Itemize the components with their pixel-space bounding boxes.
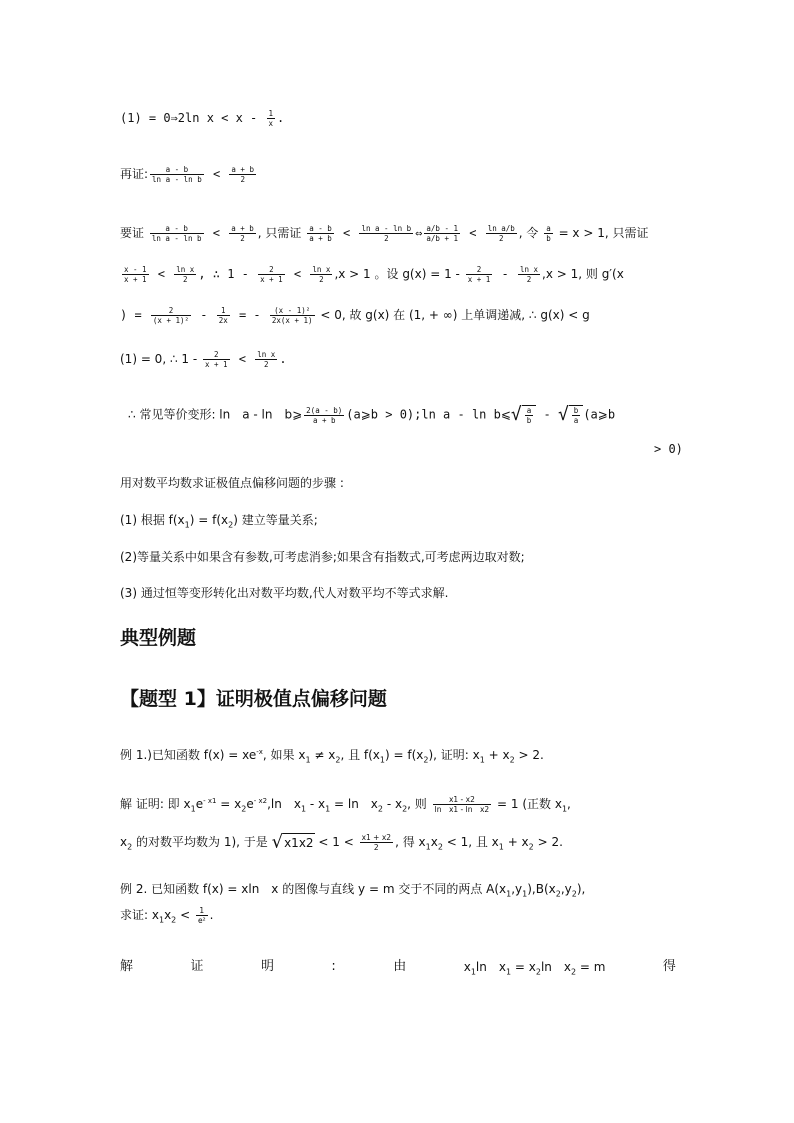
subscript: 1 bbox=[479, 755, 485, 765]
numerator: a + b bbox=[231, 224, 254, 233]
fraction bbox=[525, 406, 534, 425]
text: < bbox=[462, 226, 484, 240]
subscript: 1 bbox=[505, 967, 512, 977]
fraction bbox=[359, 224, 413, 243]
text: < 1 < bbox=[314, 835, 358, 849]
heading-typical-examples: 典型例题 bbox=[120, 627, 197, 649]
text: < 1, 且 x bbox=[442, 835, 499, 849]
numerator: 2 bbox=[203, 350, 230, 360]
denominator: b bbox=[526, 416, 532, 425]
numerator: a/b - 1 bbox=[426, 224, 458, 233]
denominator: a + b bbox=[312, 415, 336, 425]
text: > 2. bbox=[533, 835, 563, 849]
numerator: b bbox=[573, 406, 579, 415]
line-6 bbox=[120, 350, 676, 369]
subscript: 1 bbox=[158, 915, 165, 925]
line-11 bbox=[120, 548, 676, 566]
subscript: 1 bbox=[325, 804, 331, 814]
subscript: 2 bbox=[335, 755, 341, 765]
denominator: x + 1 bbox=[467, 275, 491, 284]
denominator: ln a - ln b bbox=[151, 234, 202, 243]
denominator: 2 bbox=[240, 234, 245, 243]
fraction bbox=[424, 224, 460, 243]
text: , ∴ 1 - bbox=[198, 267, 257, 281]
example-1 bbox=[120, 743, 676, 769]
denominator: 2 bbox=[526, 275, 532, 284]
line-7 bbox=[128, 405, 676, 425]
text: ) = f(x bbox=[189, 513, 229, 527]
subscript: 1 bbox=[300, 804, 307, 814]
denominator: 2x(x + 1) bbox=[271, 316, 313, 325]
solution-2-line-1 bbox=[120, 958, 676, 981]
text: , 则 bbox=[407, 797, 431, 811]
numerator: a + b bbox=[231, 165, 254, 174]
subscript: 1 bbox=[184, 520, 190, 530]
text: ), bbox=[576, 882, 586, 896]
text: - x bbox=[306, 797, 326, 811]
text: , 如果 x bbox=[262, 748, 306, 762]
text: < bbox=[231, 352, 254, 366]
denominator: x + 1 bbox=[205, 360, 228, 369]
fraction bbox=[174, 265, 196, 284]
text: , 令 bbox=[518, 226, 543, 240]
text: (3) 通过恒等变形转化出对数平均数,代人对数平均不等式求解. bbox=[120, 586, 449, 600]
text: 要证 bbox=[120, 226, 148, 240]
text: (1) = 0, ∴ 1 - bbox=[120, 352, 201, 366]
fraction bbox=[203, 350, 230, 369]
equation bbox=[464, 958, 606, 981]
fraction bbox=[229, 165, 256, 184]
denominator: 2 bbox=[240, 175, 245, 184]
text: < 0, 故 g(x) 在 (1, + ∞) 上单调递减, ∴ g(x) < g bbox=[316, 308, 590, 322]
text: + x bbox=[484, 748, 510, 762]
sqrt bbox=[511, 405, 536, 425]
subscript: 2 bbox=[377, 804, 384, 814]
text: 明 bbox=[260, 959, 274, 974]
text: (a⩾b > 0);ln a - ln b⩽ bbox=[346, 407, 511, 422]
subscript: 1 bbox=[470, 967, 476, 977]
line-12 bbox=[120, 584, 676, 602]
solution-1-line-1 bbox=[120, 792, 676, 818]
text: ) 建立等量关系; bbox=[233, 513, 318, 527]
text: e bbox=[246, 797, 254, 811]
denominator: a + b bbox=[309, 234, 332, 243]
fraction bbox=[572, 406, 581, 425]
text: < bbox=[205, 226, 228, 240]
text: ln x bbox=[475, 960, 506, 974]
denominator: (x + 1)² bbox=[152, 316, 190, 325]
superscript: -x bbox=[256, 748, 263, 756]
fraction bbox=[544, 224, 553, 243]
subscript: 2 bbox=[423, 755, 429, 765]
subscript: 1 bbox=[190, 804, 196, 814]
fraction bbox=[304, 406, 344, 425]
text: 例 1.)已知函数 f(x) = xe bbox=[120, 748, 257, 762]
numerator: ln x bbox=[312, 265, 331, 274]
denominator: 2x bbox=[218, 316, 228, 325]
text: ,x > 1 。设 g(x) = 1 - bbox=[334, 267, 464, 281]
subscript: 1 bbox=[506, 889, 512, 899]
fraction bbox=[150, 165, 204, 184]
superscript: - x1 bbox=[203, 797, 217, 805]
fraction bbox=[122, 265, 149, 284]
text: > 0) bbox=[654, 442, 683, 456]
numerator: (x - 1)² bbox=[270, 306, 315, 316]
text: = - bbox=[231, 308, 268, 322]
text: 由 bbox=[393, 959, 407, 974]
line-9 bbox=[120, 474, 676, 492]
text: ) = bbox=[120, 308, 149, 322]
text: < bbox=[150, 267, 173, 281]
text: ∴ 常见等价变形: ln a - ln b⩾ bbox=[128, 407, 303, 422]
numerator: ln a/b bbox=[487, 224, 515, 233]
text: 证 bbox=[190, 959, 204, 974]
radical-icon: √ bbox=[271, 831, 284, 853]
numerator: 2 bbox=[151, 306, 191, 316]
line-8 bbox=[654, 440, 683, 458]
text: = 1 (正数 x bbox=[493, 797, 562, 811]
example-2-line-2 bbox=[120, 906, 676, 929]
denominator: 2 bbox=[373, 843, 379, 852]
numerator: ln x bbox=[257, 350, 276, 359]
subscript: 2 bbox=[437, 842, 443, 852]
fraction bbox=[466, 265, 493, 284]
text: , bbox=[567, 797, 571, 811]
text: : bbox=[331, 959, 336, 974]
text: > 2. bbox=[514, 748, 544, 762]
denominator: 2 bbox=[264, 360, 269, 369]
solution-1-line-2 bbox=[120, 833, 676, 856]
superscript: - x2 bbox=[253, 797, 268, 805]
fraction bbox=[310, 265, 332, 284]
text: - bbox=[193, 308, 215, 322]
denominator: b bbox=[546, 234, 551, 243]
line-10 bbox=[120, 511, 676, 534]
subscript: 2 bbox=[171, 915, 177, 925]
line-5 bbox=[120, 306, 676, 325]
text: = x > 1, 只需证 bbox=[554, 226, 649, 240]
sqrt bbox=[558, 405, 583, 425]
heading-type-1: 【题型 1】证明极值点偏移问题 bbox=[120, 688, 387, 710]
numerator: a - b bbox=[150, 165, 204, 175]
subscript: 2 bbox=[528, 842, 534, 852]
text: (1) = 0⇒2ln x < x - bbox=[120, 111, 265, 125]
numerator: a - b bbox=[150, 224, 204, 234]
numerator: a - b bbox=[309, 224, 332, 233]
fraction bbox=[267, 109, 276, 128]
text: (2)等量关系中如果含有参数,可考虑消参;如果含有指数式,可考虑两边取对数; bbox=[120, 550, 525, 564]
denominator: ln a - ln b bbox=[152, 175, 202, 184]
numerator: 2 bbox=[466, 265, 493, 275]
subscript: 2 bbox=[127, 842, 133, 852]
numerator: ln x bbox=[176, 265, 195, 274]
text: ⇔ bbox=[415, 226, 423, 240]
numerator: 2 bbox=[258, 265, 285, 275]
fraction bbox=[217, 306, 230, 325]
text: x bbox=[164, 908, 172, 922]
fraction bbox=[255, 350, 277, 369]
text: + x bbox=[503, 835, 529, 849]
denominator: x + 1 bbox=[124, 275, 147, 284]
denominator: a/b + 1 bbox=[426, 234, 458, 243]
subscript: 1 bbox=[561, 804, 568, 814]
subscript: 1 bbox=[425, 842, 431, 852]
text: e bbox=[195, 797, 204, 811]
text: ),B(x bbox=[527, 882, 556, 896]
text: ), 证明: x bbox=[428, 748, 480, 762]
text: x bbox=[463, 960, 471, 974]
denominator: ln x1 - ln x2 bbox=[434, 805, 490, 814]
text: ,y bbox=[511, 882, 523, 896]
numerator: a bbox=[546, 224, 551, 233]
numerator: 1 bbox=[268, 109, 274, 118]
text: x bbox=[120, 835, 128, 849]
text: - bbox=[536, 407, 558, 422]
denominator: e² bbox=[197, 916, 206, 925]
text: 求证: x bbox=[120, 908, 159, 922]
text: 的对数平均数为 1), 于是 bbox=[132, 835, 272, 849]
denominator: x bbox=[268, 119, 274, 128]
subscript: 1 bbox=[379, 755, 385, 765]
fraction bbox=[196, 906, 208, 925]
fraction bbox=[270, 306, 315, 325]
subscript: 2 bbox=[571, 967, 577, 977]
text: = m bbox=[576, 960, 606, 974]
text: - x bbox=[383, 797, 403, 811]
numerator: 1 bbox=[217, 306, 230, 316]
text: , 得 x bbox=[395, 835, 426, 849]
text: . bbox=[277, 111, 285, 125]
fraction bbox=[518, 265, 540, 284]
subscript: 1 bbox=[305, 755, 311, 765]
text: = x bbox=[216, 797, 242, 811]
subscript: 1 bbox=[498, 842, 504, 852]
text: = ln x bbox=[330, 797, 378, 811]
numerator: x - 1 bbox=[124, 265, 147, 274]
text: < bbox=[286, 267, 309, 281]
denominator: 2 bbox=[498, 234, 504, 243]
radicand: x1x2 bbox=[283, 833, 314, 852]
fraction bbox=[258, 265, 285, 284]
denominator: 2 bbox=[384, 234, 389, 243]
line-2 bbox=[120, 165, 676, 184]
numerator: ln a - ln b bbox=[361, 224, 412, 233]
subscript: 2 bbox=[571, 889, 577, 899]
line-1 bbox=[120, 109, 676, 128]
numerator: x1 - x2 bbox=[433, 795, 492, 805]
text: 得 bbox=[662, 959, 676, 974]
line-4 bbox=[120, 265, 676, 284]
text: , 只需证 bbox=[257, 226, 306, 240]
text: x bbox=[430, 835, 438, 849]
text: < bbox=[205, 167, 228, 181]
subscript: 2 bbox=[535, 967, 541, 977]
text: , 且 f(x bbox=[340, 748, 380, 762]
text: 解 bbox=[120, 959, 134, 974]
line-3 bbox=[120, 224, 676, 243]
fraction bbox=[360, 833, 393, 852]
denominator: 2 bbox=[319, 275, 324, 284]
subscript: 2 bbox=[402, 804, 408, 814]
numerator: ln x bbox=[519, 265, 539, 274]
denominator: a bbox=[573, 416, 579, 425]
subscript: 2 bbox=[555, 889, 561, 899]
example-2-line-1 bbox=[120, 880, 676, 903]
text: 再证: bbox=[120, 167, 149, 181]
text: ,x > 1, 则 g′(x bbox=[542, 267, 624, 281]
text: = x bbox=[511, 960, 536, 974]
fraction bbox=[150, 224, 204, 243]
subscript: 2 bbox=[228, 520, 234, 530]
sqrt bbox=[272, 833, 315, 852]
text: . bbox=[279, 352, 287, 366]
denominator: x + 1 bbox=[260, 275, 283, 284]
fraction bbox=[151, 306, 191, 325]
numerator: 1 bbox=[196, 906, 208, 916]
text: ,ln x bbox=[267, 797, 301, 811]
subscript: 2 bbox=[241, 804, 247, 814]
text: 解 证明: 即 x bbox=[120, 797, 191, 811]
subscript: 1 bbox=[522, 889, 528, 899]
fraction bbox=[229, 224, 256, 243]
fraction bbox=[307, 224, 334, 243]
text: ) = f(x bbox=[385, 748, 424, 762]
text: 用对数平均数求证极值点偏移问题的步骤 : bbox=[120, 476, 344, 490]
text: < bbox=[176, 908, 194, 922]
text: (1) 根据 f(x bbox=[120, 513, 185, 527]
text: (a⩾b bbox=[583, 407, 616, 422]
text: 例 2. 已知函数 f(x) = xln x 的图像与直线 y = m 交于不同的两点 A(x bbox=[120, 882, 507, 896]
fraction bbox=[433, 795, 492, 814]
text: ln x bbox=[540, 960, 571, 974]
numerator: x1 + x2 bbox=[361, 833, 392, 842]
text: - bbox=[494, 267, 516, 281]
radical-icon: √ bbox=[510, 404, 522, 425]
numerator: 2(a - b) bbox=[306, 405, 343, 415]
radical-icon: √ bbox=[557, 404, 569, 425]
text: ≠ x bbox=[310, 748, 336, 762]
text: ,y bbox=[560, 882, 572, 896]
fraction bbox=[486, 224, 517, 243]
denominator: 2 bbox=[183, 275, 188, 284]
numerator: a bbox=[526, 406, 532, 415]
text: . bbox=[209, 908, 214, 922]
text: < bbox=[335, 226, 358, 240]
subscript: 2 bbox=[509, 755, 515, 765]
